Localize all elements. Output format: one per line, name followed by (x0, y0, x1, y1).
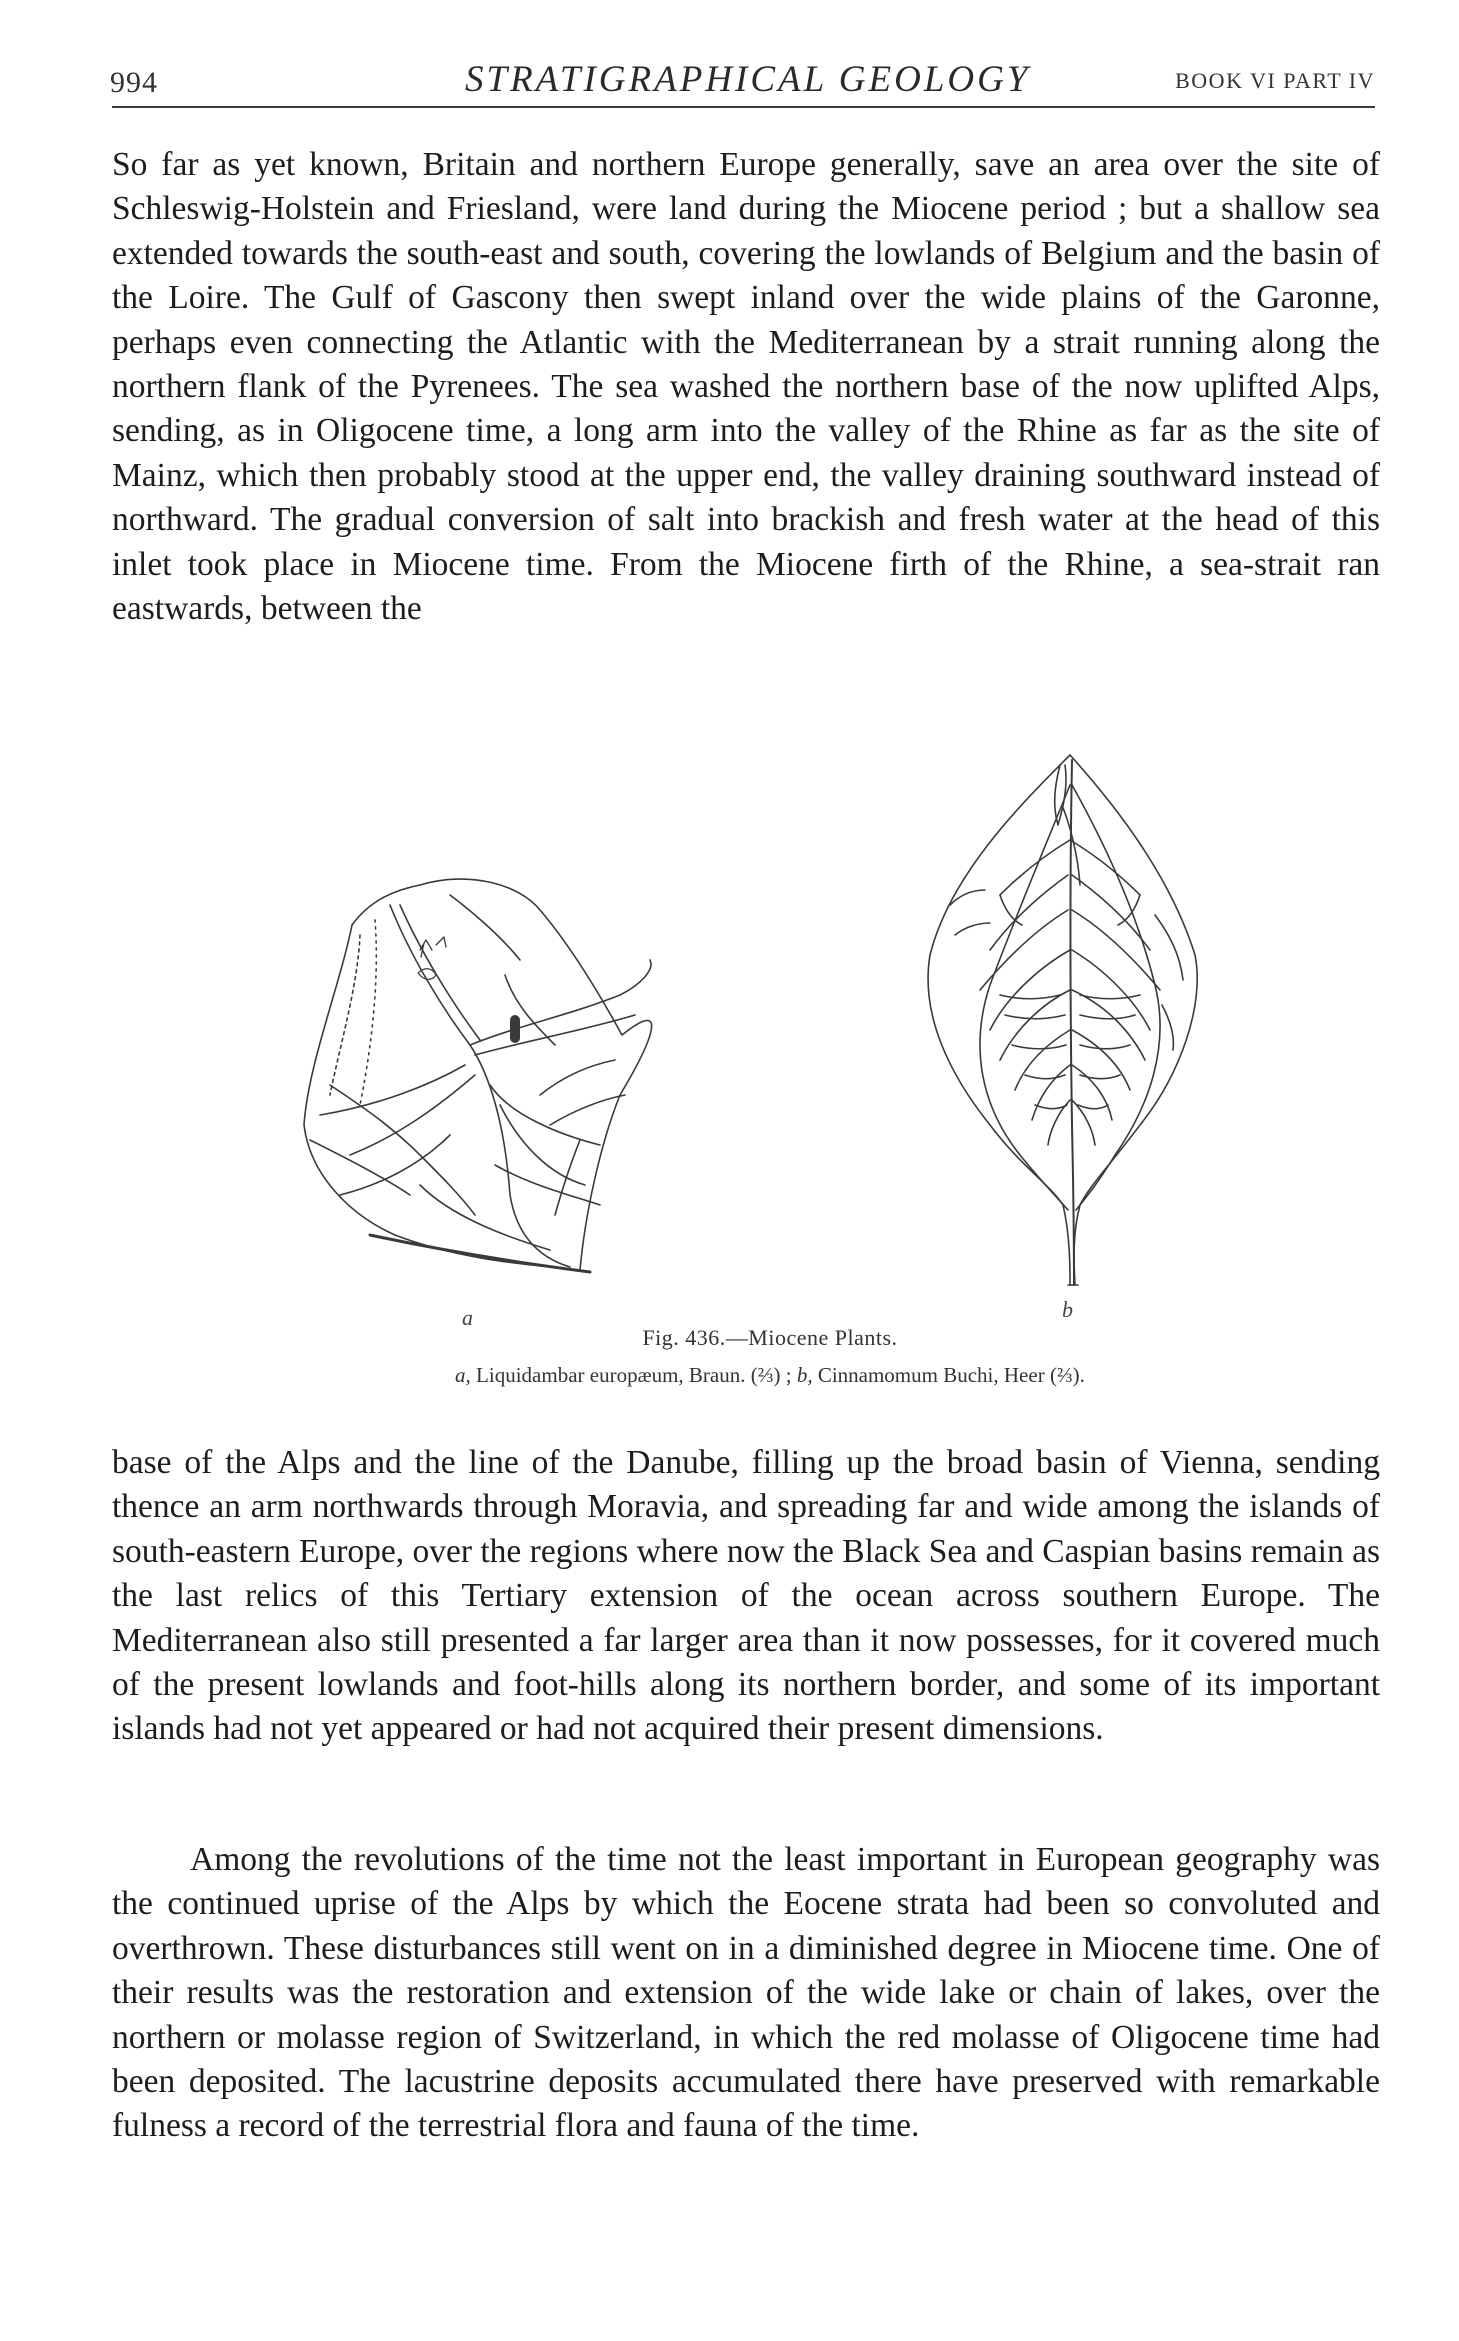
running-title: STRATIGRAPHICAL GEOLOGY (465, 59, 1031, 100)
figure-436 (300, 745, 1240, 1395)
page-header (110, 52, 1375, 102)
cinnamomum-leaf-drawing (928, 755, 1197, 1285)
subcaption-letter-b: b, (796, 1363, 813, 1387)
miocene-plants-illustration (300, 745, 1240, 1325)
figure-label-b: b (1062, 1297, 1073, 1322)
figure-caption: Fig. 436.—Miocene Plants. (642, 1325, 898, 1350)
paragraph-sea-extension: base of the Alps and the line of the Danube, filling up the broad basin of Vienna, sending thence an arm northwards through Moravia, and spreading far and wide among the islands of south-eastern Europe, over the regions where now the Black Sea and Caspian basins remain as the last relics of this Tertiary extension of the ocean across southern Europe. The Mediterranean also still presented a far larger area than it now possesses, for it covered much of the present lowlands and foot-hills along its northern border, and some of its important islands had not yet appeared or had not acquired their present dimensions. (112, 1444, 1380, 1748)
figure-subcaption (300, 1363, 1240, 1388)
header-rule (112, 106, 1375, 108)
subcaption-text-b: Cinnamomum Buchi, Heer (⅔). (812, 1363, 1085, 1387)
subcaption-text-a: Liquidambar europæum, Braun. (⅔) ; (470, 1363, 797, 1387)
paragraph-alps-uprise: Among the revolutions of the time not the least important in European geography was the continued uprise of the Alps by which the Eocene strata had been so convoluted and overthrown. These disturbances still went on in a diminished degree in Miocene time. One of their results was the restoration and extension of the wide lake or chain of lakes, over the northern or molasse region of Switzerland, in which the red molasse of Oligocene time had been deposited. The lacustrine deposits accumulated there have preserved with remarkable fulness a record of the terrestrial flora and fauna of the time. (112, 1841, 1380, 2145)
subcaption-letter-a: a, (455, 1363, 471, 1387)
paragraph-miocene-geography: So far as yet known, Britain and northern Europe generally, save an area over the site of Schleswig-Holstein and Friesland, were land during the Miocene period ; but a shallow sea extended towards the south-east and south, covering the lowlands of Belgium and the basin of the Loire. The Gulf of Gascony then swept inland over the wide plains of the Garonne, perhaps even connecting the Atlantic with the Mediterranean by a strait running along the northern flank of the Pyrenees. The sea washed the northern base of the now uplifted Alps, sending, as in Oligocene time, a long arm into the valley of the Rhine as far as the site of Mainz, which then probably stood at the upper end, the valley draining southward instead of northward. The gradual conversion of salt into brackish and fresh water at the head of this inlet took place in Miocene time. From the Miocene firth of the Rhine, a sea-strait ran eastwards, between the (112, 146, 1380, 628)
figure-label-a: a (462, 1305, 473, 1330)
book-part-label: BOOK VI PART IV (1175, 68, 1375, 93)
page-number: 994 (110, 66, 158, 99)
liquidambar-leaf-drawing (304, 879, 652, 1272)
